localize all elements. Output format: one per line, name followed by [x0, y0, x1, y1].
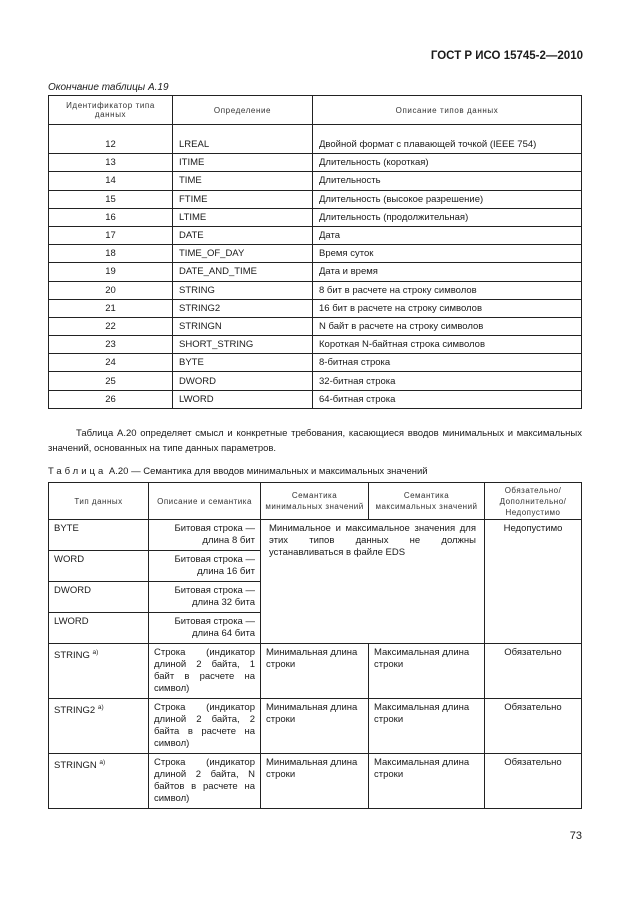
table-cell: LTIME [173, 208, 313, 226]
type-cell [49, 644, 149, 699]
table-a20-caption [48, 466, 428, 477]
column-header: Обязательно/ Дополнительно/ Недопустимо [485, 483, 582, 520]
table-row [49, 263, 582, 281]
table-cell: 26 [49, 390, 173, 408]
table-cell: SHORT_STRING [173, 336, 313, 354]
table-cell: 25 [49, 372, 173, 390]
type-cell [49, 754, 149, 809]
table-cell: Время суток [313, 245, 582, 263]
type-name: DWORD [54, 585, 91, 596]
table-cell: 16 [49, 208, 173, 226]
table-cell: STRING2 [173, 299, 313, 317]
table-cell: 16 бит в расчете на строку символов [313, 299, 582, 317]
table-a19 [48, 95, 582, 409]
type-cell [49, 551, 149, 582]
table-cell: BYTE [173, 354, 313, 372]
max-cell: Максимальная длина строки [369, 754, 485, 809]
table-cell: Дата [313, 226, 582, 244]
table-cell: ITIME [173, 154, 313, 172]
table-cell: LWORD [173, 390, 313, 408]
min-cell: Минимальная длина строки [261, 644, 369, 699]
table-cell: 15 [49, 190, 173, 208]
caption-prefix: Таблица [48, 466, 107, 477]
column-header: Тип данных [49, 483, 149, 520]
table-a19-caption: Окончание таблицы А.19 [48, 82, 169, 93]
table-cell: LREAL [173, 125, 313, 154]
table-cell: STRINGN [173, 317, 313, 335]
table-row [49, 390, 582, 408]
req-cell: Обязательно [485, 754, 582, 809]
document-header: ГОСТ Р ИСО 15745-2—2010 [430, 50, 583, 62]
table-row [49, 125, 582, 154]
type-cell [49, 699, 149, 754]
description-cell: Строка (индикатор длиной 2 байта, N байтов в расчете на символ) [149, 754, 261, 809]
table-cell: 23 [49, 336, 173, 354]
table-cell: Дата и время [313, 263, 582, 281]
table-row [49, 336, 582, 354]
table-a20 [48, 482, 582, 809]
type-name: STRING [54, 650, 90, 662]
table-cell: Длительность (короткая) [313, 154, 582, 172]
table-row [49, 354, 582, 372]
type-cell [49, 582, 149, 613]
body-paragraph: Таблица А.20 определяет смысл и конкретные требования, касающиеся вводов минимальных и максимальных значений, основанных на типе данных параметров. [48, 428, 582, 454]
column-header: Описание типов данных [313, 96, 582, 125]
table-cell: N байт в расчете на строку символов [313, 317, 582, 335]
table-cell: 8 бит в расчете на строку символов [313, 281, 582, 299]
type-name: LWORD [54, 616, 89, 627]
description-cell: Битовая строка — длина 16 бит [149, 551, 261, 582]
footnote-marker: а) [99, 759, 106, 766]
description-cell: Строка (индикатор длиной 2 байта, 2 байта в расчете на символ) [149, 699, 261, 754]
merged-min-max-cell: Минимальное и максимальное значения для этих типов данных не должны устанавливаться в файле EDS [261, 520, 485, 644]
table-row [49, 226, 582, 244]
column-header: Семантика минимальных значений [261, 483, 369, 520]
column-header: Идентификатор типа данных [49, 96, 173, 125]
table-cell: TIME_OF_DAY [173, 245, 313, 263]
min-cell: Минимальная длина строки [261, 699, 369, 754]
table-a20-body [49, 520, 582, 809]
table-cell: 21 [49, 299, 173, 317]
table-cell: 64-битная строка [313, 390, 582, 408]
column-header: Определение [173, 96, 313, 125]
table-cell: DWORD [173, 372, 313, 390]
table-cell: 19 [49, 263, 173, 281]
max-cell: Максимальная длина строки [369, 644, 485, 699]
table-cell: Длительность [313, 172, 582, 190]
table-cell: 12 [49, 125, 173, 154]
table-cell: STRING [173, 281, 313, 299]
table-cell: Двойной формат с плавающей точкой (IEEE 754) [313, 125, 582, 154]
table-row [49, 190, 582, 208]
table-cell: 17 [49, 226, 173, 244]
table-cell: 13 [49, 154, 173, 172]
description-cell: Битовая строка — длина 64 бита [149, 613, 261, 644]
table-cell: DATE [173, 226, 313, 244]
table-row [49, 281, 582, 299]
req-cell: Обязательно [485, 644, 582, 699]
table-cell: 24 [49, 354, 173, 372]
table-row [49, 208, 582, 226]
table-row [49, 699, 582, 754]
table-cell: TIME [173, 172, 313, 190]
type-name: BYTE [54, 523, 79, 534]
table-row [49, 754, 582, 809]
table-row [49, 299, 582, 317]
column-header: Семантика максимальных значений [369, 483, 485, 520]
table-cell: 20 [49, 281, 173, 299]
description-cell: Битовая строка — длина 8 бит [149, 520, 261, 551]
table-row [49, 644, 582, 699]
table-cell: 22 [49, 317, 173, 335]
min-cell: Минимальная длина строки [261, 754, 369, 809]
max-cell: Максимальная длина строки [369, 699, 485, 754]
type-name: STRINGN [54, 760, 97, 772]
table-cell: Длительность (продолжительная) [313, 208, 582, 226]
table-cell: Длительность (высокое разрешение) [313, 190, 582, 208]
type-cell [49, 520, 149, 551]
table-row [49, 317, 582, 335]
column-header: Описание и семантика [149, 483, 261, 520]
table-row [49, 154, 582, 172]
table-cell: 14 [49, 172, 173, 190]
table-cell: Короткая N-байтная строка символов [313, 336, 582, 354]
requirement-cell: Недопустимо [485, 520, 582, 644]
page-number: 73 [569, 830, 582, 842]
table-cell: 8-битная строка [313, 354, 582, 372]
type-cell [49, 613, 149, 644]
table-row [49, 245, 582, 263]
footnote-marker: а) [97, 704, 104, 711]
type-name: WORD [54, 554, 85, 565]
table-row [49, 172, 582, 190]
description-cell: Битовая строка — длина 32 бита [149, 582, 261, 613]
table-cell: 18 [49, 245, 173, 263]
caption-text: А.20 — Семантика для вводов минимальных и максимальных значений [106, 466, 428, 477]
table-row [49, 520, 582, 551]
table-cell: 32-битная строка [313, 372, 582, 390]
description-cell: Строка (индикатор длиной 2 байта, 1 байт в расчете на символ) [149, 644, 261, 699]
table-a19-body [49, 125, 582, 409]
type-name: STRING2 [54, 705, 96, 717]
table-row [49, 372, 582, 390]
req-cell: Обязательно [485, 699, 582, 754]
table-cell: FTIME [173, 190, 313, 208]
footnote-marker: а) [92, 649, 99, 656]
table-cell: DATE_AND_TIME [173, 263, 313, 281]
